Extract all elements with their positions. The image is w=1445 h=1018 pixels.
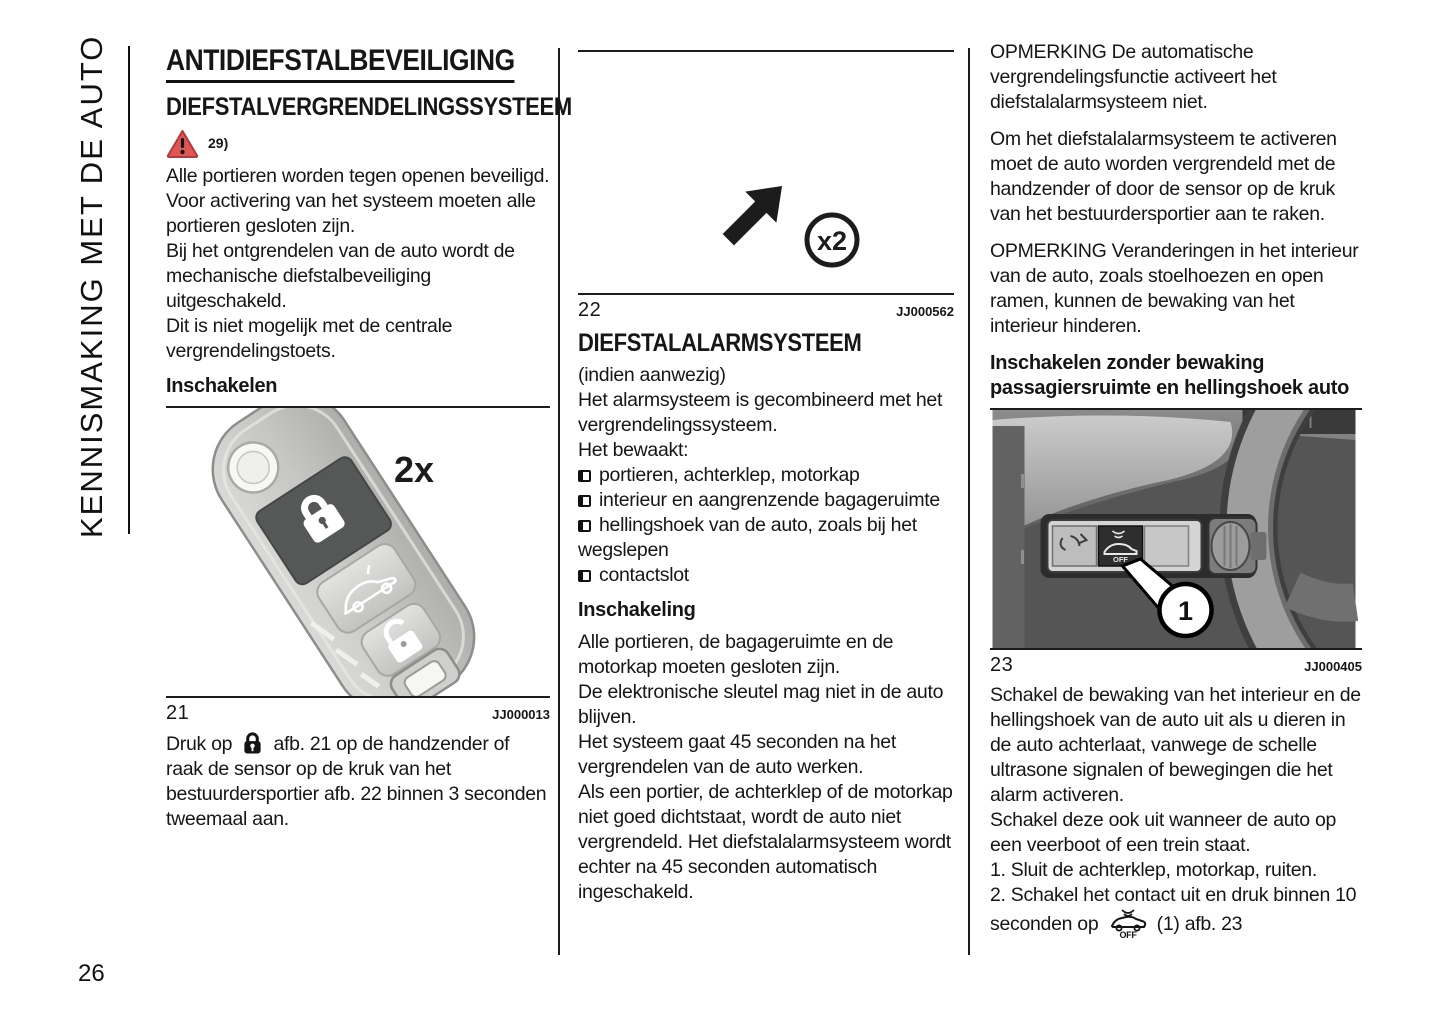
- warning-ref: 29): [208, 135, 229, 152]
- step-2-prefix: 2. Schakel het contact uit en druk binnen 10 seconden op: [990, 884, 1357, 935]
- list-item: [578, 563, 954, 588]
- figure-number: 23: [990, 654, 1014, 676]
- press-prefix: Druk op: [166, 733, 233, 756]
- figure-code: JJ000562: [896, 304, 954, 319]
- sidebar-rule: [128, 46, 130, 534]
- dashboard-photo: [990, 410, 1358, 648]
- paragraph: Alle portieren, de bagageruimte en de motorkap moeten gesloten zijn.: [578, 630, 894, 678]
- list-item-label: portieren, achterklep, motorkap: [599, 463, 860, 486]
- door-pillar: [993, 426, 1025, 648]
- double-touch-illustration: [578, 52, 950, 293]
- page-number: 26: [78, 960, 105, 987]
- page-title: ANTIDIEFSTALBEVEILIGING: [166, 45, 515, 83]
- step-2: [990, 883, 1362, 939]
- list-item: [578, 513, 954, 563]
- warning-row: [166, 128, 550, 158]
- paragraph: Om het diefstalalarmsysteem te activeren moet de auto worden vergrendeld met de handzender of door de sensor op de kruk van het bestuurdersportier aan te raken.: [990, 128, 1337, 225]
- subsection-zonder-bewaking: Inschakelen zonder bewaking passagiersruimte en hellingshoek auto: [990, 352, 1350, 399]
- figure-21-key-fob: [166, 406, 550, 725]
- figure-22-image: [578, 50, 954, 295]
- switch-button-3: [1145, 526, 1189, 566]
- switch-off-label: OFF: [1113, 555, 1128, 564]
- key-fob-body: [191, 408, 496, 696]
- list-item-label: hellingshoek van de auto, zoals bij het wegslepen: [578, 513, 917, 561]
- paragraph: Als een portier, de achterklep of de motorkap niet goed dichtstaat, wordt de auto niet vergrendeld. Het diefstalalarmsysteem wordt echter na 45 seconden automatisch ingeschakeld.: [578, 780, 953, 903]
- list-item: [578, 463, 954, 488]
- key-fob-illustration: [166, 408, 546, 696]
- column-2: [578, 40, 954, 905]
- note-paragraph: OPMERKING Veranderingen in het interieur van de auto, zoals stoelhoezen en open ramen, kunnen de bewaking van het interieur hinderen.: [990, 240, 1359, 337]
- paragraph: Schakel de bewaking van het interieur en de hellingshoek van de auto uit als u dieren in de auto achterlaat, vanwege de schelle ultrasone signalen of bewegingen die het alarm activeren.: [990, 684, 1361, 806]
- column-3: [990, 40, 1362, 939]
- step-2-suffix: (1) afb. 23: [1156, 913, 1243, 935]
- subsection-inschakelen: Inschakelen: [166, 375, 278, 398]
- column-divider-2: [968, 48, 970, 955]
- checkbox-bullet-icon: [578, 495, 591, 507]
- chapter-sidebar-label: KENNISMAKING MET DE AUTO: [74, 34, 109, 538]
- figure-21-image: [166, 406, 550, 698]
- figure-code: JJ000405: [1304, 659, 1362, 674]
- interior-monitoring-off-icon: [1108, 908, 1148, 939]
- column-divider-1: [558, 48, 560, 955]
- availability-note: (indien aanwezig): [578, 363, 726, 386]
- paragraph: Dit is niet mogelijk met de centrale vergrendelingstoets.: [166, 315, 453, 363]
- section-title-alarmsysteem: DIEFSTALALARMSYSTEEM: [578, 329, 862, 357]
- checkbox-bullet-icon: [578, 570, 591, 582]
- figure-23-dashboard-switch: [990, 408, 1362, 677]
- arrow-up-right-icon: [713, 170, 798, 255]
- step-1: 1. Sluit de achterklep, motorkap, ruiten.: [990, 859, 1317, 881]
- paragraph: Het alarmsysteem is gecombineerd met het vergrendelingssysteem.: [578, 388, 943, 436]
- list-item-label: contactslot: [599, 563, 689, 586]
- lock-icon: [242, 731, 263, 754]
- figure-code: JJ000013: [492, 707, 550, 723]
- paragraph: Het bewaakt:: [578, 438, 689, 461]
- paragraph: Het systeem gaat 45 seconden na het vergrendelen van de auto werken.: [578, 730, 896, 778]
- checkbox-bullet-icon: [578, 470, 591, 482]
- list-item: [578, 488, 954, 513]
- steering-wheel-spoke: [1293, 590, 1356, 603]
- figure-22-caption: [578, 299, 954, 322]
- figure-number: 21: [166, 702, 190, 725]
- figure-21-caption: [166, 702, 550, 725]
- column-1: [166, 40, 572, 832]
- subsection-inschakeling: Inschakeling: [578, 598, 696, 621]
- paragraph: Alle portieren worden tegen openen beveiligd. Voor activering van het systeem moeten alle portieren gesloten zijn.: [166, 165, 550, 238]
- section-title-vergrendelingssysteem: DIEFSTALVERGRENDELINGSSYSTEEM: [166, 92, 572, 121]
- switch-button-1: [1053, 526, 1097, 566]
- callout-1-label: 1: [1177, 596, 1194, 626]
- list-item-label: interieur en aangrenzende bagageruimte: [599, 488, 940, 511]
- warning-icon: [166, 129, 199, 158]
- figure-23-caption: [990, 654, 1362, 677]
- monitored-items-list: [578, 463, 954, 588]
- press-suffix: afb. 21 op de handzender of raak de sensor op de kruk van het bestuurdersportier afb. 22 binnen 3 seconden tweemaal aan.: [166, 733, 547, 831]
- paragraph: De elektronische sleutel mag niet in de auto blijven.: [578, 680, 944, 728]
- note-paragraph: OPMERKING De automatische vergrendelingsfunctie activeert het diefstalalarmsysteem niet.: [990, 41, 1277, 113]
- figure-21-2x-label: 2x: [394, 449, 435, 491]
- paragraph: Bij het ontgrendelen van de auto wordt de mechanische diefstalbeveiliging uitgeschakeld.: [166, 240, 515, 313]
- checkbox-bullet-icon: [578, 520, 591, 532]
- paragraph-press-lock: [166, 731, 550, 832]
- x2-label: x2: [816, 226, 848, 256]
- figure-23-image: [990, 408, 1362, 650]
- paragraph: Schakel deze ook uit wanneer de auto op een veerboot of een trein staat.: [990, 809, 1337, 856]
- figure-number: 22: [578, 299, 602, 321]
- figure-22-double-touch: [578, 50, 954, 322]
- icon-off-label: OFF: [1118, 930, 1137, 939]
